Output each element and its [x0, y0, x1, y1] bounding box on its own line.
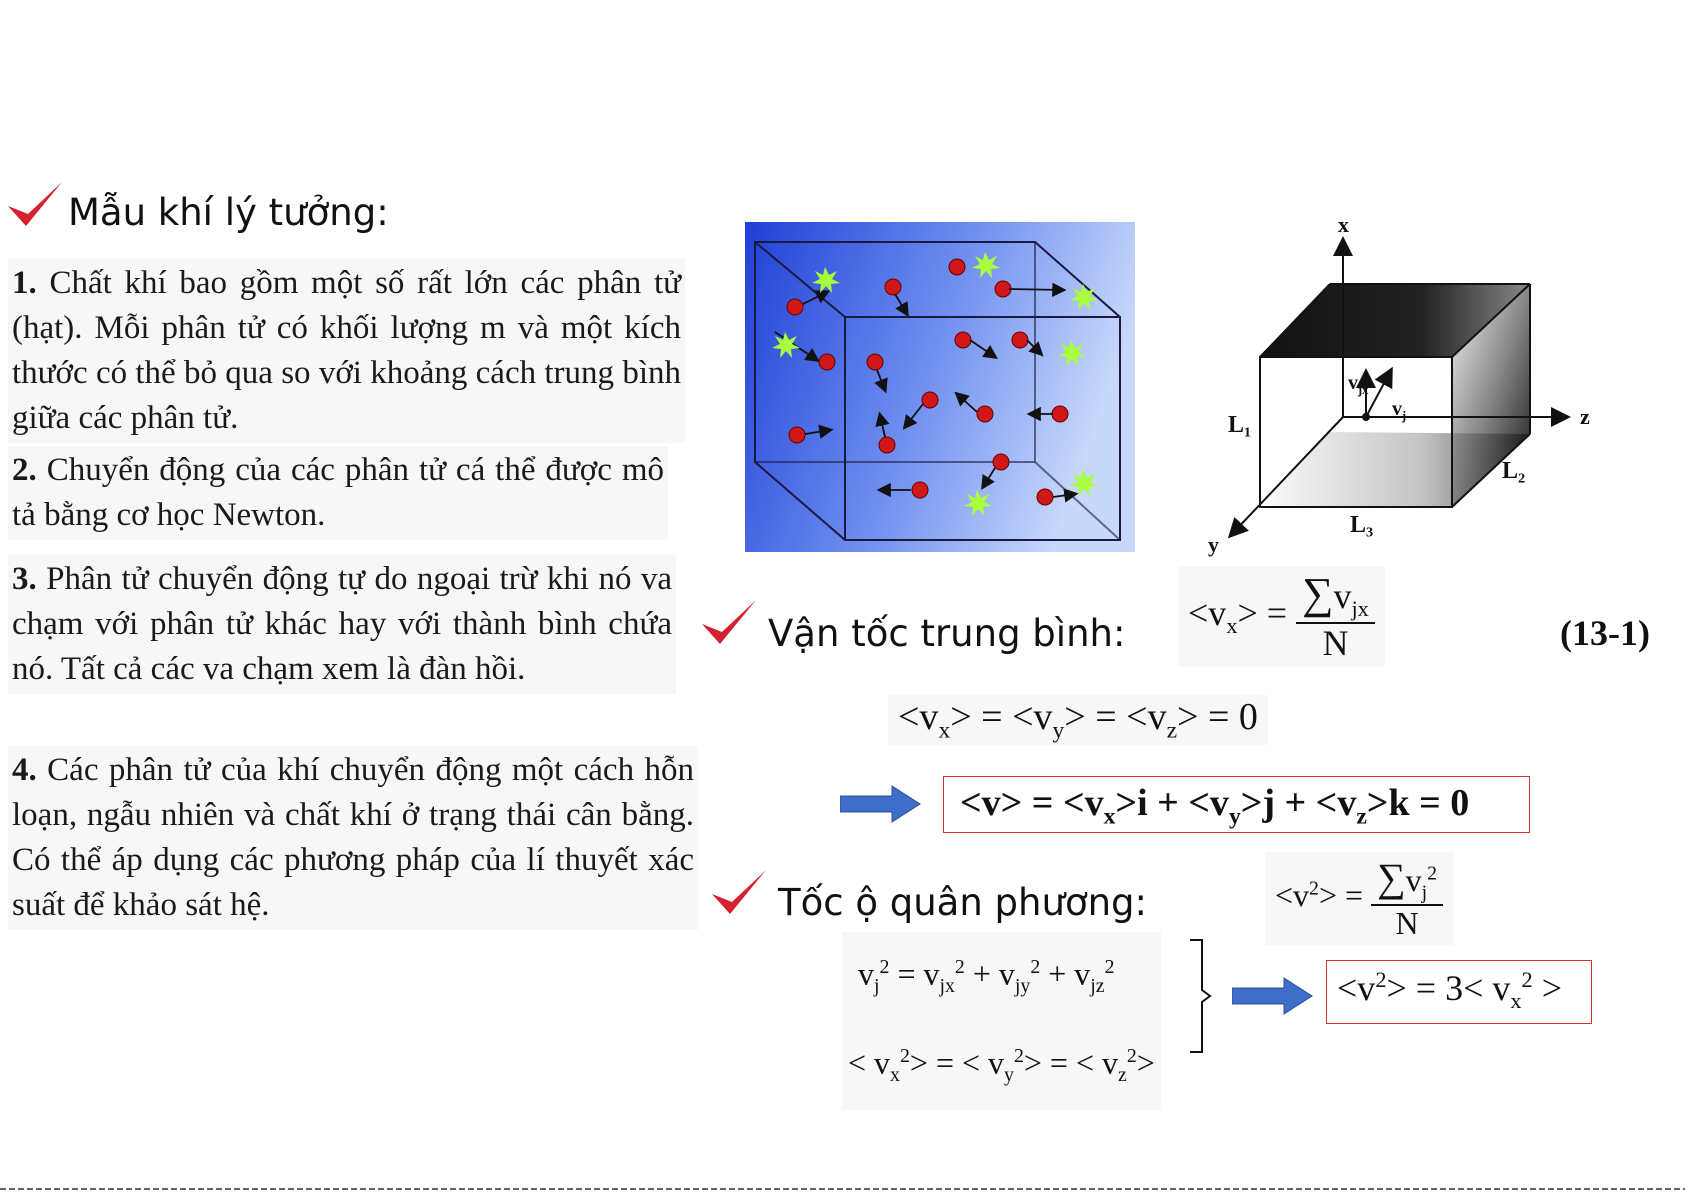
line1-sq-1: 2	[879, 956, 890, 978]
line2-a: < v	[848, 1044, 891, 1081]
avg-fraction-numerator	[1296, 570, 1375, 624]
rms-fraction-denominator: N	[1395, 905, 1419, 942]
right-brace-icon	[1188, 938, 1218, 1054]
rms-speed-heading: Tốc ộ quân phương:	[778, 881, 1147, 924]
vec-p6: >	[1366, 782, 1389, 824]
rms-def-sup: 2	[1309, 877, 1319, 900]
paragraph-1-number: 1.	[12, 265, 37, 301]
line1-sq-2: 2	[954, 956, 965, 978]
avg-num-var: v	[1333, 576, 1352, 616]
vec-s1: x	[1103, 803, 1116, 830]
paragraph-4-number: 4.	[12, 752, 37, 788]
vec-p7: = 0	[1409, 782, 1470, 824]
rms-result-mid: > = 3< v	[1386, 968, 1511, 1008]
label-vj-v: v	[1392, 398, 1402, 420]
rms-fraction	[1371, 856, 1443, 941]
vec-j: j	[1262, 782, 1276, 824]
axis-y-label: y	[1208, 532, 1219, 557]
rms-num-var: v	[1405, 862, 1422, 898]
right-arrow-icon	[1232, 976, 1314, 1016]
zero-eq-c-sub: z	[1166, 717, 1178, 744]
line2-c-sub: z	[1118, 1064, 1127, 1087]
avg-fraction	[1296, 570, 1375, 663]
paragraph-2-number: 2.	[12, 452, 37, 488]
zero-average-equation	[888, 695, 1268, 745]
rms-result-lhs: <v	[1337, 968, 1376, 1008]
zero-eq-c: > = <v	[1064, 696, 1167, 738]
vec-p1: <v> = <v	[960, 782, 1104, 824]
line1-sub-jx: jx	[939, 975, 955, 998]
avg-velocity-vector-result	[943, 776, 1530, 833]
rms-result-text	[1337, 967, 1562, 1014]
vec-p3: + <v	[1147, 782, 1229, 824]
zero-eq-b: > = <v	[950, 696, 1053, 738]
sum-symbol: ∑	[1302, 569, 1334, 618]
label-vjx	[1348, 372, 1368, 398]
zero-eq-a: <v	[898, 696, 939, 738]
avg-velocity-heading: Vận tốc trung bình:	[768, 612, 1126, 655]
zero-eq-b-sub: y	[1052, 717, 1065, 744]
line1-sq-4: 2	[1104, 956, 1115, 978]
label-vjx-sub: jx	[1358, 383, 1369, 397]
rms-def-lhs: <v	[1275, 877, 1310, 914]
line1-plus1: + v	[964, 955, 1015, 992]
line2-d: >	[1136, 1044, 1155, 1081]
line2-c: > = < v	[1023, 1044, 1119, 1081]
paragraph-4-text: Các phân tử của khí chuyển động một cách hỗn loạn, ngẫu nhiên và chất khí ở trạng thái cân bằng. Có thể áp dụng các phương pháp của lí thuyết xác suất để khảo sát hệ.	[12, 752, 694, 923]
gas-molecules-box-illustration	[745, 222, 1135, 552]
rms-num-sup: 2	[1427, 862, 1438, 885]
paragraph-2	[8, 446, 668, 540]
coordinate-box-diagram	[1190, 212, 1610, 557]
paragraph-2-text: Chuyển động của các phân tử cá thể được mô tả bằng cơ học Newton.	[12, 452, 665, 533]
avg-fraction-denominator: N	[1322, 622, 1349, 663]
vec-i: i	[1137, 782, 1148, 824]
line1-plus2: + v	[1040, 955, 1091, 992]
line2-a-sub: x	[890, 1064, 900, 1087]
line1-sub-jy: jy	[1014, 975, 1031, 998]
avg-lhs-close: > =	[1237, 592, 1288, 633]
line2-sq-2: 2	[1013, 1045, 1024, 1068]
zero-eq-d: > = 0	[1177, 696, 1258, 738]
rms-result-box	[1326, 960, 1592, 1024]
label-vj-sub: j	[1402, 409, 1407, 423]
checkmark-icon	[710, 866, 768, 918]
rms-result-sub: x	[1510, 988, 1522, 1014]
avg-lhs: <v	[1188, 592, 1227, 633]
vec-s3: z	[1356, 803, 1367, 830]
avg-num-sub: jx	[1351, 596, 1369, 622]
line1-sub-jz: jz	[1090, 975, 1105, 998]
label-L1: L₁	[1228, 412, 1252, 438]
rms-result-sup2: 2	[1521, 967, 1533, 992]
line1-v: v	[858, 955, 874, 992]
paragraph-4	[8, 746, 698, 930]
rms-result-end: >	[1532, 968, 1563, 1008]
avg-lhs-sub: x	[1226, 613, 1238, 639]
avg-vector-text	[960, 781, 1469, 831]
paragraph-1	[8, 259, 685, 443]
rms-sum-symbol: ∑	[1377, 855, 1406, 900]
axis-z-label: z	[1580, 404, 1590, 429]
paragraph-3-text: Phân tử chuyển động tự do ngoại trừ khi nó va chạm với phân tử khác hay với thành bình chứa nó. Tất cả các va chạm xem là đàn hồi.	[12, 561, 673, 687]
vec-p5: + <v	[1275, 782, 1357, 824]
label-vjx-v: v	[1348, 372, 1358, 394]
checkmark-icon	[700, 596, 758, 648]
vec-k: k	[1388, 782, 1410, 824]
vec-p2: >	[1115, 782, 1138, 824]
bottom-divider	[0, 1188, 1685, 1190]
line1-sq-3: 2	[1030, 956, 1041, 978]
avg-velocity-definition	[1178, 566, 1385, 667]
axis-x-label: x	[1338, 212, 1349, 237]
vec-s2: y	[1228, 803, 1241, 830]
paragraph-3	[8, 555, 676, 694]
right-arrow-icon	[840, 784, 922, 824]
ideal-gas-heading: Mẫu khí lý tưởng:	[68, 191, 389, 234]
zero-eq-a-sub: x	[938, 717, 951, 744]
label-L2: L₂	[1502, 458, 1526, 484]
equation-number: (13-1)	[1560, 613, 1650, 653]
equal-mean-squares-line	[848, 1021, 1155, 1110]
line1-sub-j: j	[874, 975, 880, 998]
box-axes-drawing	[1190, 212, 1610, 552]
line2-b-sub: y	[1004, 1064, 1014, 1087]
rms-component-equations	[842, 932, 1161, 1110]
checkmark-icon	[6, 178, 64, 230]
rms-fraction-numerator	[1371, 856, 1443, 906]
line1-eq: = v	[889, 955, 940, 992]
line2-b: > = < v	[909, 1044, 1005, 1081]
paragraph-3-number: 3.	[12, 561, 37, 597]
label-L3: L₃	[1350, 512, 1374, 538]
rms-def-close: > =	[1318, 877, 1364, 914]
label-vj	[1392, 398, 1406, 424]
speed-squared-sum-line	[848, 932, 1155, 1021]
vec-p4: >	[1240, 782, 1263, 824]
rms-definition	[1265, 852, 1453, 945]
rms-result-sup: 2	[1375, 967, 1387, 992]
line2-sq-1: 2	[899, 1045, 910, 1068]
paragraph-1-text: Chất khí bao gồm một số rất lớn các phân tử (hạt). Mỗi phân tử có khối lượng m và một kích thước có thể bỏ qua so với khoảng cách trung bình giữa các phân tử.	[12, 265, 681, 436]
line2-sq-3: 2	[1126, 1045, 1137, 1068]
rms-num-sub: j	[1421, 881, 1428, 904]
